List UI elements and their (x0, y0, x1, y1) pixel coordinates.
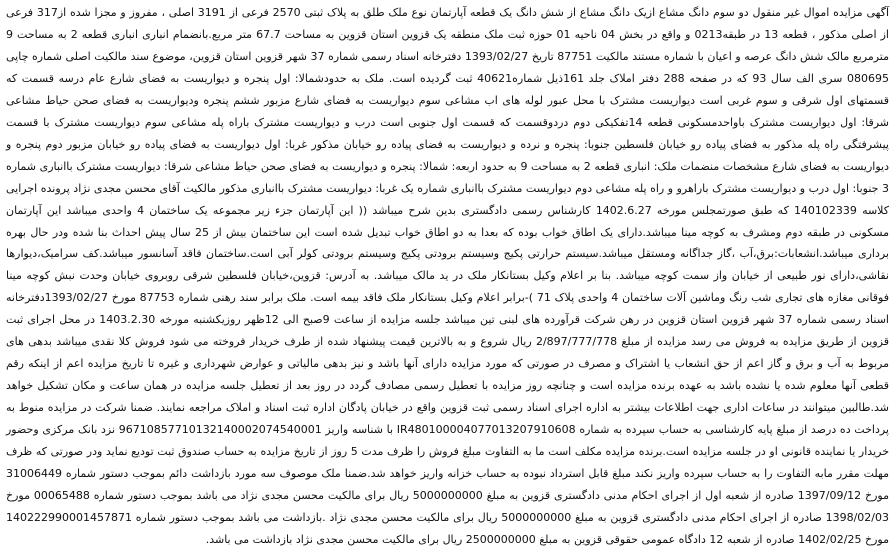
auction-notice-text: آگهی مزایده اموال غیر منقول دو سوم دانگ مشاع ازیک دانگ مشاع از شش دانگ یک قطعه آپارتمان نوع ملک طلق به پلاک ثبتی 2570 فرعی از 3191 اصلی ، مفروز و مجزا شده از317 فرعی از اصلی مذکور ، قطعه 13 در طبقه0213 و واقع در بخش 04 ناحیه 01 حوزه ثبت ملک منطقه یک قزوین استان قزوین به مساحت 67.7 متر مربع.بانضمام انباری انباری قطعه 2 به مساحت 9 مترمربع مالک شش دانگ عرصه و اعیان با شماره مستند مالکیت 87751 تاریخ 1393/02/27 دفترخانه اسناد رسمی شماره 37 شهر قزوین استان قزوین، موضوع سند مالکیت اصلی شماره چاپی 080695 سری الف سال 93 که در صفحه 288 دفتر املاک جلد 161ذیل شماره40621 ثبت گردیده است. ملک به حدودشمالا: اول پنجره و دیواریست به فضای شارع عام درسه قسمت که قسمتهای اول شرقی و سوم غربی است دیواریست مشترک با محل عبور لوله های اب مشاعی سوم دیواریست به فضای شارع مزبور ششم پنجره ودیواریست به فضای صحن حیاط مشاعی شرقا: اول دیواریست مشترک باواحدمسکونی قطعه 14تفکیکی دوم دردوقسمت که قسمت اول جنوبی است درب و دیواریست مشترک باراه پله مشاعی سوم دیواریست مشترک با قسمت پیشرفتگی راه پله مذکور به فضای پیاده رو خیابان فلسطین جنوبا: پنجره و نرده و دیواریست به فضای پیاده رو خیابان مذکور غربا: اول دیواریست به فضای پیاده رو خیابان مزبور دوم پنجره و دیواریست به فضای شارع مشخصات منضمات ملک: انباری قطعه 2 به مساحت 9 به حدود اربعه: شمالا: پنجره و دیواریست به فضای صحن حیاط مشاعی شرقا: دیواریست مشترک باانباری شماره 3 جنوبا: اول درب و دیواریست مشترک باراهرو و راه پله مشاعی دوم دیواریست مشترک باانباری شماره یک غربا: دیواریست مشترک باانباری مذکور مالکیت آقای محسن مجدی نژاد پرونده اجرایی کلاسه 140102339 که طبق صورتمجلس مورخه 1402.6.27 کارشناس رسمی دادگستری بدین شرح میباشد (( این آپارتمان جزء زیر مجموعه یک ساختمان 4 واحدی میباشد این آپارتمان مسکونی در طبقه دوم ومشرف به کوچه مینا میباشد.دارای یک اطاق خواب بوده که بعدا به دو اطاق خواب تبدیل شده است این ساختمان بیش از 25 سال پیش احداث بنا شده ودر حال بهره برداری میباشد.انشعابات:برق،آب ،گاز جداگانه ومستقل میباشد.سیستم حرارتی پکیج وسیستم برودتی پکیج وسیستم برودتی کولر آبی است.ساختمان فاقد آسانسور میباشد.کف سرامیک،دیوارها نقاشی،دارای نور طبیعی از خیابان واز سمت کوچه میباشد. بنا بر اعلام وکیل بستانکار ملک در ید مالک میباشد. به آدرس: قزوین،خیابان فلسطین شرقی روبروی خیابان وحدت نبش کوچه مینا فوقانی مغازه های تجاری شب رنگ وماشین آلات ساختمان 4 واحدی پلاک 71 )-برابر اعلام وکیل بستانکار ملک فاقد بیمه است. ملک برابر سند رهنی شماره 87753 مورخ 1393/02/27دفترخانه اسناد رسمی شماره 37 شهر قزوین استان قزوین در رهن شرکت قرآورده های لبنی تین میباشد جلسه مزایده از ساعت 9صبح الی 12ظهر روزیکشنبه مورخه 1403.2.30 در محل اجرای ثبت قزوین از طریق مزایده به فروش می رسد مزایده از مبلغ 2/897/777/778 ریال شروع و به بالاترین قیمت پیشنهاد شده از طرف خریدار فروخته می شود فروش کلا نقدی میباشد بدهی های مربوط به آب و برق و گاز اعم از حق انشعاب یا اشتراک و مصرف در صورتی که مورد مزایده دارای آنها باشد و نیز بدهی مالیاتی و عوارض شهرداری و غیره تا تاریخ مزایده اعم از اینکه رقم قطعی آنها معلوم شده یا نشده باشد به عهده برنده مزایده است و چنانچه روز مزایده با تعطیل رسمی مصادف گردد در روز بعد از تعطیل جلسه مزایده در همان ساعت و مکان تشکیل خواهد شد.طالبین میتوانند در ساعات اداری جهت اطلاعات بیشتر به اداره اجرای اسناد رسمی ثبت قزوین واقع در خیابان پادگان اداره ثبت اسناد و املاک مراجعه نمایند. ضمنا شرکت در مزایده منوط به پرداخت ده درصد از مبلغ پایه کارشناسی به حساب سپرده به شماره IR480100004077013207910608 با شناسه واریز 96710857710132140002074540001 نزد بانک مرکزی وحضور خریدار یا نماینده قانونی او در جلسه مزایده است.برنده مزایده مکلف است ما به التفاوت مبلغ فروش را ظرف مدت 5 روز از تاریخ مزایده به حساب صندوق ثبت تودیع نماید ودر صورتی که ظرف مهلت مقرر مابه التفاوت را به حساب سپرده واریز نکند مبلغ قابل استرداد نبوده به حساب خزانه واریز خواهد شد.ضمنا ملک موصوف سه مورد بازداشت دائم بموجب دستور شماره 31006449 مورخ 1397/09/12 صادره از شعبه اول از اجرای احکام مدنی دادگستری قزوین به مبلغ 5000000000 ریال برای مالکیت محسن مجدی نژاد می باشد بموجب دستور شماره 00065488 مورخ 1398/02/03 صادره از اجرای احکام مدنی دادگستری قزوین به مبلغ 5000000000 ریال برای مالکیت محسن مجدی نژاد .بازداشت می باشد بموجب دستور شماره 140222990001457871 مورخ 1402/02/25 صادره از شعبه 12 دادگاه عمومی حقوقی قزوین به مبلغ 2500000000 ریال برای مالکیت محسن مجدی نژاد بازداشت می باشد. (6, 6, 890, 546)
